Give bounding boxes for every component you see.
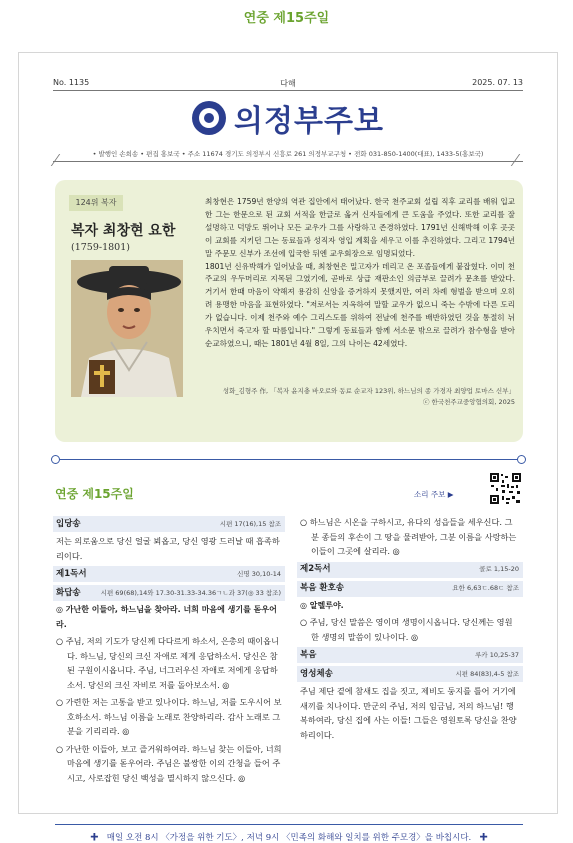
issue-meta [53,78,523,87]
section-header [297,581,523,597]
biography-paragraph: 1801년 신유박해가 일어났을 때, 최창현은 밀고자가 데리고 온 포졸들에게 붙잡혔다. 이미 천주교의 우두머리로 지목된 그였기에, 곧바로 상급 재판소인 의금부로 끌려가 문초를 받았다. 거기서 한때 마음이 약해져 용감히 신앙을 증거하지 못했지만, 여러 차례 형벌을 받으며 오히려 용맹한 마음을 표현하였다. "저로서는 지옥하여 말할 교우가 없으니 죽는 수밖에 다른 도리가 없습니다. 이제 천주와 예수 그리스도를 위하여 전날에 천주를 배반하였던 것을 통절히 뉘우치면서 죽고자 할 따름입니다." 그렇게 동료들과 함께 서소문 밖으로 끌려가 참수형을 받아 순교하였으니, 때는 1801년 4월 8일, 그의 나이는 42세였다. [205,261,515,348]
saint-portrait [71,260,183,397]
section-name: 영성체송 [300,668,333,679]
bulletin-title: 의정부주보 [234,104,384,139]
footer-rule [55,824,523,825]
section-header [297,666,523,682]
section-name: 복음 환호송 [300,583,345,594]
alleluia-verse: ○ 주님, 당신 말씀은 영이며 생명이시옵니다. 당신께는 영원한 생명의 말씀이 있나이다. ◎ [300,617,513,642]
saint-name: 복자 최창현 요한 [71,223,176,239]
section-reference: 시편 17(16),15 참조 [219,519,281,528]
section-reference: 루카 10,25-37 [475,650,519,659]
section-name: 제2독서 [300,564,331,575]
saint-years: (1759-1801) [71,242,130,253]
page-title: 연중 제15주일 [243,11,330,26]
prayer-reminder [55,831,523,843]
section-header [297,562,523,578]
diocese-seal-icon [192,101,226,135]
section-header [53,566,285,582]
issue-date: 2025. 07. 13 [472,78,523,87]
section-name: 화답송 [56,587,81,598]
section-reference: 시편 69(68),14와 17.30-31.33-34.36ㄱㄴ과 37(◎ 33 참조) [100,588,281,597]
section-name: 제1독서 [56,568,87,579]
alleluia-response: ◎ 알렐루야. [300,600,344,610]
psalm-verse: ○ 주님, 저의 기도가 당신께 다다르게 하소서, 은총의 때이옵니다. 하느님, 당신의 크신 자애로 제게 응답하소서. 당신은 참된 구원이시옵니다. 주님, 너그러우신 자애로 저에게 응답하소서. 당신의 크신 자비로 저를 돌아보소서. ◎ [56,636,279,690]
week-title: 연중 제15주일 [55,487,134,501]
section-header [297,647,523,663]
image-credit [205,386,515,408]
section-header [53,516,285,532]
psalm-verse: ○ 하느님은 시온을 구하시고, 유다의 성읍들을 세우신다. 그분 종들의 후손이 그 땅을 물려받아, 그분 이름을 사랑하는 이들이 그곳에 살리라. ◎ [300,517,517,556]
liturgy-left-column [53,513,285,788]
masthead [53,98,523,138]
issue-number: No. 1135 [53,78,90,87]
psalm-verse: ○ 가난한 이들아, 보고 즐거워하여라. 하느님 찾는 이들아, 너희 마음에 생기를 돋우어라. 주님은 불쌍한 이의 간청을 들어 주시고, 사로잡힌 당신 백성을 멸시하지 않으신다. ◎ [56,743,282,783]
cross-icon: ✚ [90,833,99,843]
audio-bulletin-link[interactable]: 소리 주보 ▶ [414,490,454,499]
section-reference: 신명 30,10-14 [237,569,281,578]
section-divider [55,459,523,460]
psalm-verse: ○ 가련한 저는 고통을 받고 있나이다. 하느님, 저를 도우시어 보호하소서. 하느님 이름을 노래로 찬양하리라. 감사 노래로 그분을 기리리라. ◎ [56,697,282,736]
biography-paragraph: 최창현은 1759년 한양의 역관 집안에서 태어났다. 한국 천주교회 설립 직후 교리를 배워 입교한 그는 한문으로 된 교회 서적을 한글로 옮겨 신자들에게 큰 도움을 주었다. 또한 교리를 잘 설명하고 덕망도 뛰어나 모든 교우가 그를 사랑하고 존경하였다. 1791년 신해박해 이후 곳곳이 교회를 지키던 그는 동료들과 성직자 영입 계획을 세우고 이를 추진하였다. 그리고 1794년 말 주문모 신부가 조선에 입국한 뒤엔 교우회장으로 임명되었다. [205,197,515,258]
psalm-response: ◎ 가난한 이들아, 하느님을 찾아라. 너희 마음에 생기를 돋우어라. [56,605,277,629]
divider-dot [517,455,526,464]
section-reference: 콜로 1,15-20 [479,565,519,574]
saint-biography [205,196,515,351]
cross-icon: ✚ [479,833,488,843]
section-header [53,585,285,601]
communion-antiphon: 주님 제단 곁에 참새도 집을 짓고, 제비도 둥지를 틀어 거기에 새끼를 치나이다. 만군의 주님, 저의 임금님, 저의 하느님! 행복하여라, 당신 집에 사는 이들! 그들은 영원토록 당신을 찬양하리이다. [300,686,517,740]
credit-line: 성화_김형주 作, 「복자 윤지충 바오로와 동료 순교자 123위, 하느님의 종 가경자 최양업 토마스 신부」 [222,387,515,395]
footer-text: 매일 오전 8시 〈가정을 위한 기도〉, 저녁 9시 〈민족의 화해와 일치를 위한 주모경〉을 바칩시다. [106,833,472,843]
liturgy-right-column [297,513,523,745]
feature-tag: 124위 복자 [69,195,123,211]
saint-feature-box [55,180,523,442]
masthead-rule-bottom [53,161,523,162]
liturgical-year: 다해 [280,79,296,88]
masthead-rule-top [53,90,523,91]
qr-code-icon[interactable] [489,472,522,505]
copyright-line: ⓒ 한국천주교중앙협의회, 2025 [422,398,515,406]
divider-dot [51,455,60,464]
section-reference: 요한 6,63ㄷ.68ㄷ 참조 [452,584,519,593]
section-name: 복음 [300,649,317,660]
section-reference: 시편 84(83),4-5 참조 [455,669,519,678]
bulletin-page [18,52,558,843]
section-name: 입당송 [56,518,81,529]
publication-info: • 발행인 손희송 • 편집 홍보국 • 주소 11674 경기도 의정부시 신흥로 261 의정부교구청 • 전화 031-850-1400(대표), 1433-5(홍보국) [92,150,484,158]
entrance-antiphon: 저는 의로움으로 당신 얼굴 뵈옵고, 당신 영광 드러날 때 흡족하리이다. [56,536,280,561]
